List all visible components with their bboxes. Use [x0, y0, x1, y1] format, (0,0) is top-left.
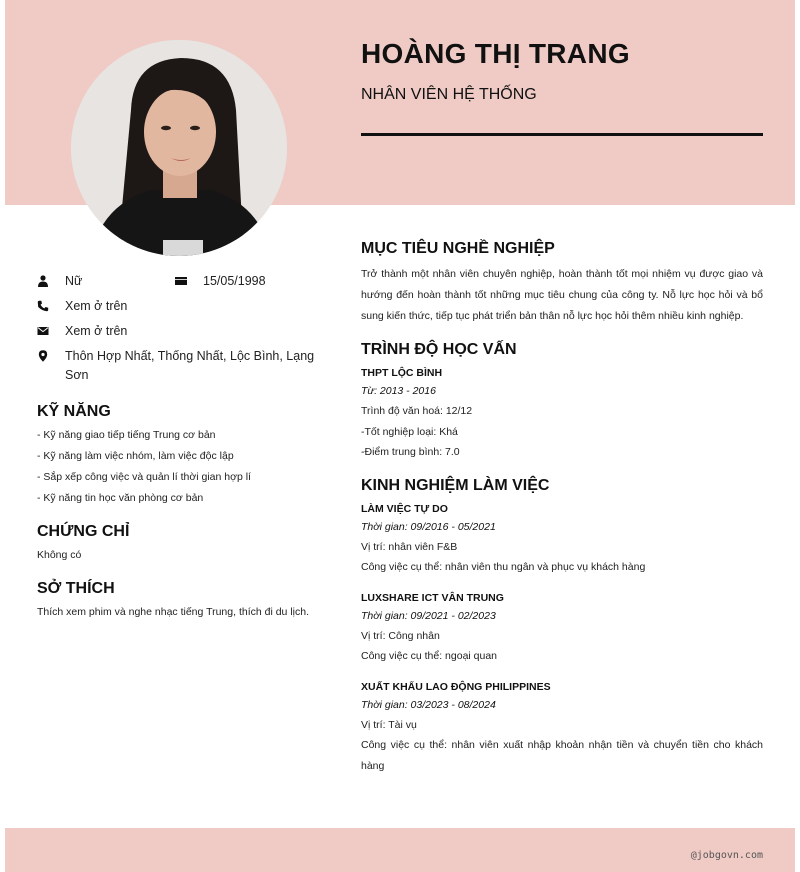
work-details: Công việc cụ thể: nhân viên thu ngân và phục vụ khách hàng: [361, 561, 646, 573]
work-period: Thời gian: 09/2021 - 02/2023: [361, 609, 496, 622]
phone-value: Xem ở trên: [65, 299, 128, 313]
address-value: Thôn Hợp Nhất, Thống Nhất, Lộc Bình, Lạng Sơn: [65, 349, 315, 382]
work-position: Vị trí: Tài vụ: [361, 718, 417, 731]
phone-row: [37, 297, 322, 316]
experience-entry: [361, 590, 763, 667]
cv-page: [5, 0, 795, 872]
education-line: -Điểm trung bình: 7.0: [361, 446, 460, 458]
work-position: Vị trí: nhân viên F&B: [361, 540, 458, 553]
person-icon: [37, 275, 49, 287]
gender-birthdate-row: [37, 272, 322, 291]
work-position: Vị trí: Công nhân: [361, 629, 440, 642]
skills-section: [37, 403, 322, 509]
education-heading: TRÌNH ĐỘ HỌC VẤN: [361, 341, 517, 358]
phone-icon: [37, 300, 49, 312]
hobbies-section: [37, 580, 322, 623]
gender-value: Nữ: [65, 274, 83, 288]
skill-item: - Kỹ năng tin học văn phòng cơ bản: [37, 492, 204, 504]
objective-heading: MỤC TIÊU NGHỀ NGHIỆP: [361, 240, 555, 257]
portrait-image: [71, 40, 287, 256]
work-period: Thời gian: 03/2023 - 08/2024: [361, 698, 496, 711]
skill-item: - Kỹ năng làm việc nhóm, làm việc độc lập: [37, 450, 234, 462]
work-details: Công việc cụ thể: nhân viên xuất nhập khoản nhận tiền và chuyển tiền cho khách hàng: [361, 739, 763, 772]
education-section: [361, 341, 763, 463]
birthdate-item: [175, 272, 266, 291]
certificates-section: [37, 523, 322, 566]
objective-text: Trở thành một nhân viên chuyên nghiệp, hoàn thành tốt mọi nhiệm vụ được giao và hướng đến hoàn thành tốt những mục tiêu chung của công ty. Nỗ lực học hỏi và bổ sung kiến thức, tiếp tục phát triển bản thân nỗ lực học hỏi thêm nhiều kinh nghiệp.: [361, 268, 763, 322]
footer-watermark: @jobgovn.com: [690, 850, 763, 861]
email-row: [37, 322, 322, 341]
work-details: Công việc cụ thể: ngoại quan: [361, 650, 498, 662]
birthdate-value: 15/05/1998: [203, 274, 266, 288]
candidate-name: HOÀNG THỊ TRANG: [361, 38, 630, 69]
experience-section: [361, 477, 763, 777]
hobbies-heading: SỞ THÍCH: [37, 580, 115, 597]
location-pin-icon: [37, 350, 49, 362]
company-name: XUẤT KHẨU LAO ĐỘNG PHILIPPINES: [361, 680, 551, 693]
mail-icon: [37, 325, 49, 337]
certificates-heading: CHỨNG CHỈ: [37, 523, 130, 540]
header-divider: [361, 133, 763, 136]
education-line: Trình độ văn hoá: 12/12: [361, 405, 473, 417]
email-value: Xem ở trên: [65, 324, 128, 338]
calendar-icon: [175, 275, 187, 287]
objective-section: [361, 240, 763, 327]
skill-item: - Kỹ năng giao tiếp tiếng Trung cơ bản: [37, 429, 216, 441]
skill-item: - Sắp xếp công việc và quản lí thời gian hợp lí: [37, 471, 251, 483]
experience-entry: [361, 501, 763, 578]
job-title: NHÂN VIÊN HỆ THỐNG: [361, 86, 537, 103]
footer-band: [5, 828, 795, 872]
address-row: [37, 347, 322, 385]
skills-heading: KỸ NĂNG: [37, 403, 111, 420]
company-name: LÀM VIỆC TỰ DO: [361, 502, 448, 515]
school-name: THPT LỘC BÌNH: [361, 367, 443, 379]
avatar: [71, 40, 287, 256]
gender-item: [37, 272, 175, 291]
right-column: [361, 240, 763, 790]
education-period: Từ: 2013 - 2016: [361, 385, 436, 397]
certificates-text: Không có: [37, 549, 82, 561]
experience-heading: KINH NGHIỆM LÀM VIỆC: [361, 476, 550, 494]
company-name: LUXSHARE ICT VÂN TRUNG: [361, 591, 504, 604]
left-column: [37, 272, 322, 623]
education-line: -Tốt nghiệp loại: Khá: [361, 425, 458, 438]
hobbies-text: Thích xem phim và nghe nhạc tiếng Trung, thích đi du lịch.: [37, 606, 309, 618]
experience-entry: [361, 679, 763, 777]
work-period: Thời gian: 09/2016 - 05/2021: [361, 520, 496, 533]
